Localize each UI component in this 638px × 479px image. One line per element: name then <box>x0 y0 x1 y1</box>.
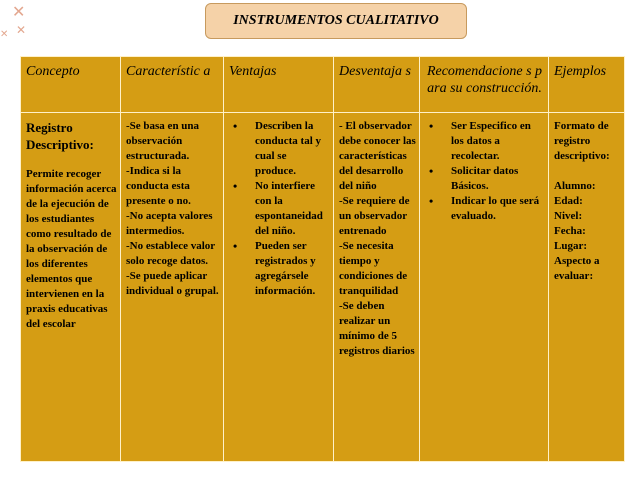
caracteristica-item: -Se puede aplicar individual o grupal. <box>126 270 219 297</box>
ejemplo-field: Fecha: <box>554 225 586 237</box>
x-mark-icon: ✕ <box>16 23 27 37</box>
header-ejemplos: Ejemplos <box>549 57 625 113</box>
header-ventajas: Ventajas <box>224 57 334 113</box>
table-row <box>21 113 625 462</box>
ventaja-item: • Describen la conducta tal y cual se produce. <box>229 119 330 179</box>
slide-title: INSTRUMENTOS CUALITATIVO <box>205 3 467 39</box>
desventaja-item: -Se requiere de un observador entrenado <box>339 195 410 237</box>
desventaja-item: -Se necesita tiempo y condiciones de tranquilidad <box>339 240 408 297</box>
caracteristicas-cell <box>121 113 224 462</box>
caracteristica-item: -Indica si la conducta esta presente o no. <box>126 165 191 207</box>
desventaja-item: -Se deben realizar un mínimo de 5 registros diarios <box>339 300 415 357</box>
header-desventajas: Desventaja s <box>334 57 420 113</box>
caracteristica-item: -No establece valor solo recoge datos. <box>126 240 215 267</box>
recomendacion-item: • Solicitar datos Básicos. <box>425 164 545 194</box>
ejemplo-field: Lugar: <box>554 240 587 252</box>
recomendacion-item: • Ser Especifico en los datos a recolectar. <box>425 119 545 164</box>
ejemplo-field: Aspecto a evaluar: <box>554 255 600 282</box>
header-recomendaciones: Recomendacione s para su construcción. <box>420 57 549 113</box>
ventaja-item: • No interfiere con la espontaneidad del niño. <box>229 179 330 239</box>
ventajas-cell <box>224 113 334 462</box>
header-concepto: Concepto <box>21 57 121 113</box>
concepto-name: Registro Descriptivo: <box>26 120 94 152</box>
recomendaciones-cell <box>420 113 549 462</box>
ejemplo-field: Alumno: <box>554 180 596 192</box>
instruments-table <box>20 56 625 462</box>
desventaja-item: - El observador debe conocer las características del desarrollo del niño <box>339 120 416 192</box>
x-mark-icon: ✕ <box>12 2 26 21</box>
caracteristica-item: -Se basa en una observación estructurada. <box>126 120 200 162</box>
header-caracteristica: Característic a <box>121 57 224 113</box>
ejemplo-field: Edad: <box>554 195 583 207</box>
concepto-cell <box>21 113 121 462</box>
ejemplos-cell <box>549 113 625 462</box>
ventaja-item: • Pueden ser registrados y agregársele información. <box>229 239 330 299</box>
ejemplo-field: Nivel: <box>554 210 583 222</box>
header-row <box>21 57 625 113</box>
ejemplo-intro: Formato de registro descriptivo: <box>554 120 610 162</box>
x-mark-icon: ✕ <box>0 29 9 40</box>
desventajas-cell <box>334 113 420 462</box>
recomendacion-item: • Indicar lo que será evaluado. <box>425 194 545 224</box>
caracteristica-item: -No acepta valores intermedios. <box>126 210 213 237</box>
concepto-description: Permite recoger información acerca de la ejecución de los estudiantes como resultado de la observación de los diferentes elementos que intervienen en la praxis educativas del escolar <box>26 168 117 330</box>
